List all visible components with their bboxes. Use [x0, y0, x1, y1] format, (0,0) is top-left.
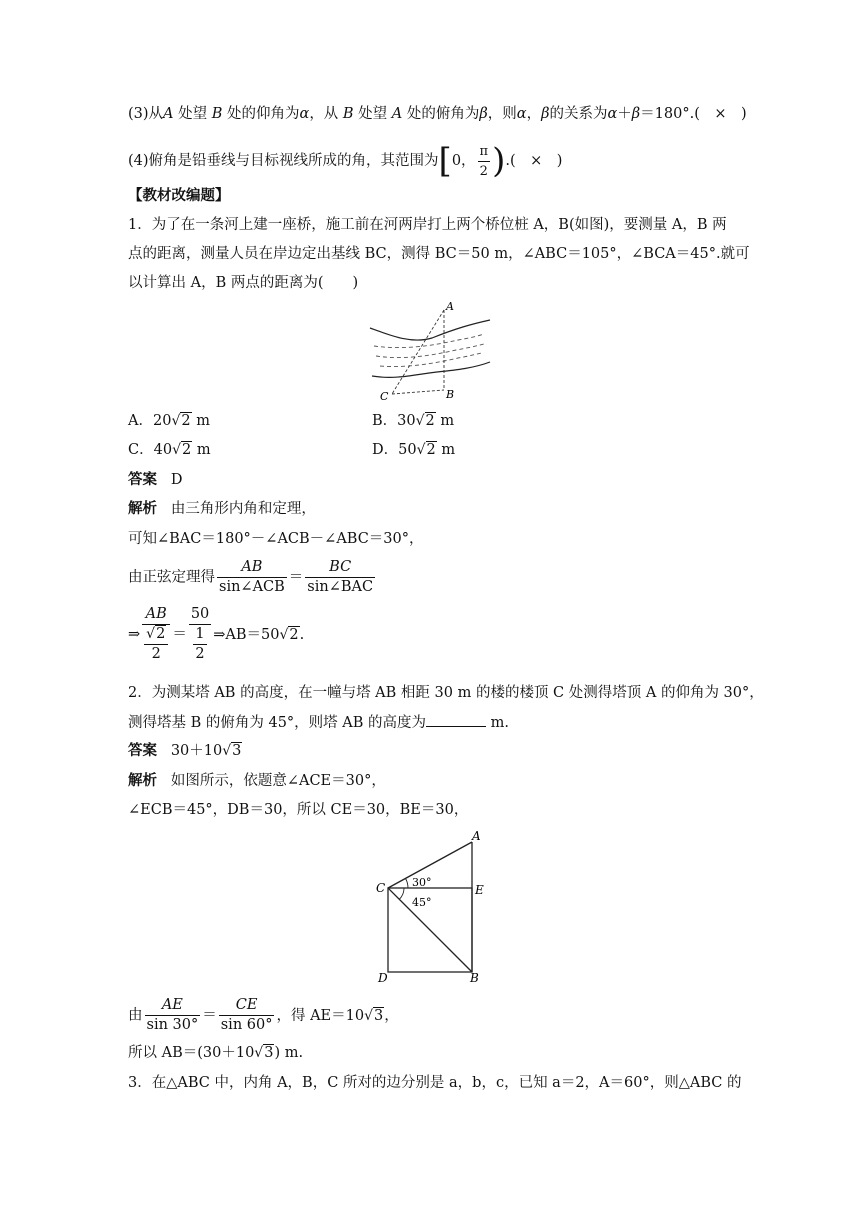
river-figure — [362, 298, 497, 406]
q1-line1: 1．为了在一条河上建一座桥，施工前在河两岸打上两个桥位桩 A，B(如图)，要测量 A，B 两 — [128, 217, 727, 233]
answer-blank — [426, 712, 486, 727]
option-d: D．50√2 m — [372, 442, 456, 458]
fig1-label-b: B — [446, 388, 455, 401]
option-a: A．20√2 m — [128, 413, 210, 429]
q1-implication: ⇒ $\frac{AB}{\frac{√2}{2}}$ ＝ $\frac{50}{\frac{1}{2}}$ ⇒AB＝50√2. — [128, 606, 305, 662]
statement-4: (4)俯角是铅垂线与目标视线所成的角，其范围为[0， $\frac{\pi}{2}$ ).( × ) — [128, 141, 563, 181]
right-bracket: ) — [492, 141, 506, 181]
option-c: C．40√2 m — [128, 442, 211, 458]
fig2-label-d: D — [378, 971, 388, 985]
angle-45-label: 45° — [412, 896, 432, 909]
tower-figure — [372, 826, 490, 986]
fig2-label-c: C — [376, 881, 386, 895]
q1-line2: 点的距离，测量人员在岸边定出基线 BC，测得 BC＝50 m，∠ABC＝105°，∠BCA＝45°.就可 — [128, 246, 750, 262]
left-bracket: [ — [438, 141, 452, 181]
fig2-label-e: E — [475, 883, 484, 897]
q2-analysis-2: ∠ECB＝45°，DB＝30，所以 CE＝30，BE＝30， — [128, 802, 469, 818]
q2-line2: 测得塔基 B 的俯角为 45°，则塔 AB 的高度为 m. — [128, 712, 509, 733]
statement-3: (3)从A 处望 B 处的仰角为α，从 B 处望 A 处的俯角为β，则α，β的关系为α＋β＝180°.( × ) — [128, 106, 747, 122]
q2-answer: 答案 30＋10√3 — [128, 742, 242, 759]
q2-line1: 2．为测某塔 AB 的高度，在一幢与塔 AB 相距 30 m 的楼的楼顶 C 处测得塔顶 A 的仰角为 30°， — [128, 685, 764, 701]
fig2-label-b: B — [470, 971, 479, 985]
q2-final: 所以 AB＝(30＋10√3) m. — [128, 1045, 304, 1061]
option-b: B．30√2 m — [372, 413, 455, 429]
q1-analysis-1: 解析 由三角形内角和定理， — [128, 500, 316, 517]
fig1-label-c: C — [380, 390, 389, 403]
q2-sine-law: 由 $\frac{AE}{\sin 30^\circ}$ ＝ $\frac{CE}{\sin 60^\circ}$ ，得 AE＝10√3， — [128, 997, 399, 1033]
q1-answer: 答案 D — [128, 471, 183, 488]
q1-sine-law: 由正弦定理得 $\frac{AB}{\text{sin∠ACB}}$ ＝ $\frac{BC}{\text{sin∠BAC}}$ — [128, 559, 374, 595]
q3-line1: 3．在△ABC 中，内角 A，B，C 所对的边分别是 a，b，c，已知 a＝2，A＝60°，则△ABC 的 — [128, 1075, 742, 1091]
angle-30-label: 30° — [412, 876, 432, 889]
q1-line3: 以计算出 A，B 两点的距离为( ) — [128, 275, 359, 291]
fig1-label-a: A — [446, 300, 454, 313]
q1-analysis-2: 可知∠BAC＝180°－∠ACB－∠ABC＝30°， — [128, 531, 424, 547]
section-title: 【教材改编题】 — [128, 187, 230, 204]
fig2-label-a: A — [472, 829, 481, 843]
q2-analysis-1: 解析 如图所示，依题意∠ACE＝30°， — [128, 772, 386, 789]
